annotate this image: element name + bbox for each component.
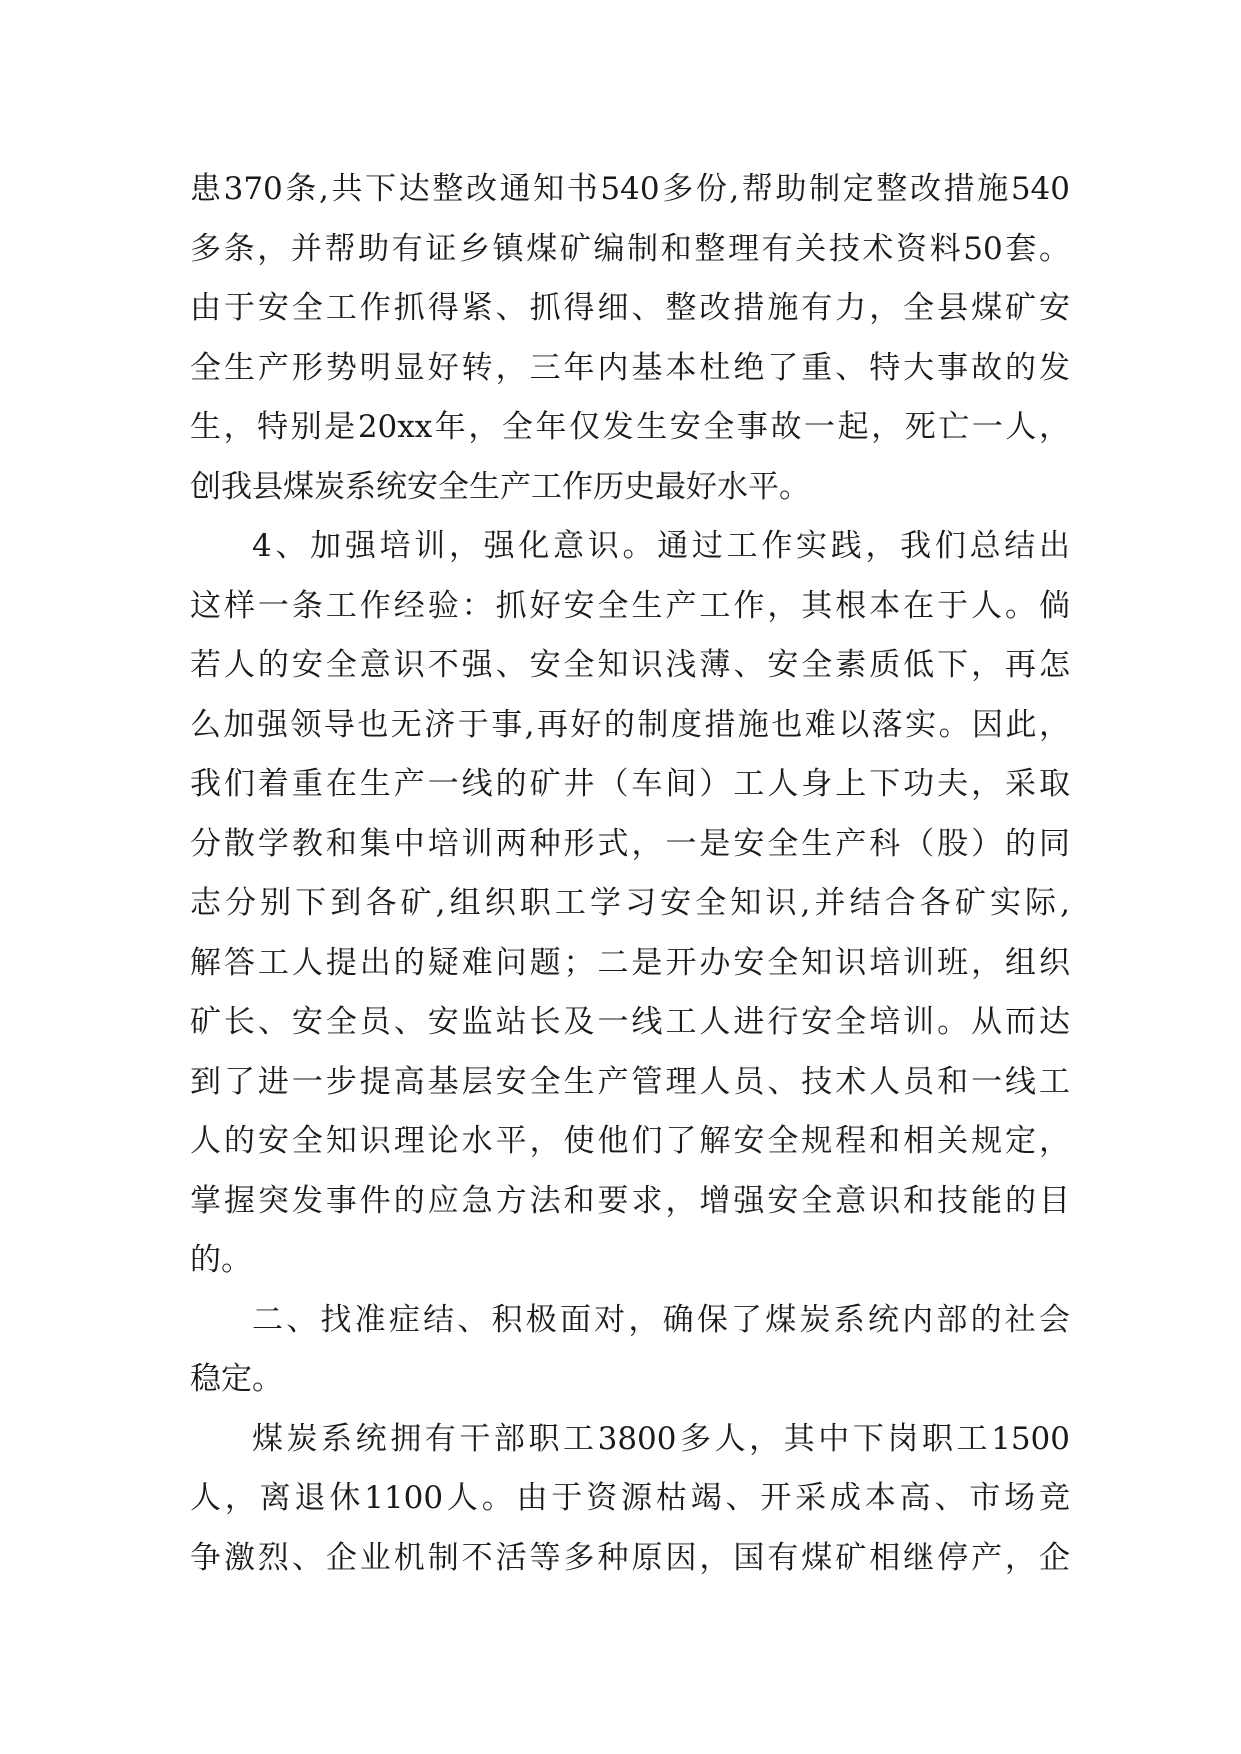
text-line: 患370条,共下达整改通知书540多份,帮助制定整改措施540 <box>190 171 1070 207</box>
text-line: 人，离退休1100人。由于资源枯竭、开采成本高、市场竞 <box>190 1480 1070 1516</box>
text-line: 由于安全工作抓得紧、抓得细、整改措施有力，全县煤矿安 <box>190 290 1070 326</box>
text-line: 的。 <box>190 1242 252 1278</box>
text-line: 我们着重在生产一线的矿井（车间）工人身上下功夫，采取 <box>190 766 1070 802</box>
text-line: 稳定。 <box>190 1361 283 1397</box>
text-line: 志分别下到各矿,组织职工学习安全知识,并结合各矿实际, <box>190 885 1070 921</box>
text-line: 分散学教和集中培训两种形式，一是安全生产科（股）的同 <box>190 825 1070 862</box>
text-line: 创我县煤炭系统安全生产工作历史最好水平。 <box>190 468 810 505</box>
text-line: 矿长、安全员、安监站长及一线工人进行安全培训。从而达 <box>190 1004 1070 1040</box>
text-line: 多条，并帮助有证乡镇煤矿编制和整理有关技术资料50套。 <box>190 230 1070 267</box>
text-line: 到了进一步提高基层安全生产管理人员、技术人员和一线工 <box>190 1063 1070 1100</box>
text-line: 若人的安全意识不强、安全知识浅薄、安全素质低下，再怎 <box>190 647 1070 683</box>
text-line: 争激烈、企业机制不活等多种原因，国有煤矿相继停产，企 <box>190 1539 1070 1576</box>
text-line: 生，特别是20xx年，全年仅发生安全事故一起，死亡一人， <box>190 409 1070 445</box>
text-line: 么加强领导也无济于事,再好的制度措施也难以落实。因此， <box>190 706 1070 743</box>
text-line: 人的安全知识理论水平，使他们了解安全规程和相关规定， <box>190 1123 1070 1159</box>
text-line: 煤炭系统拥有干部职工3800多人，其中下岗职工1500 <box>252 1420 1070 1457</box>
text-line: 全生产形势明显好转，三年内基本杜绝了重、特大事故的发 <box>190 349 1070 386</box>
document-body <box>190 160 1070 1588</box>
text-line: 二、找准症结、积极面对，确保了煤炭系统内部的社会 <box>252 1301 1070 1338</box>
text-line: 4、加强培训，强化意识。通过工作实践，我们总结出 <box>252 528 1070 564</box>
text-line: 这样一条工作经验：抓好安全生产工作，其根本在于人。倘 <box>190 587 1070 624</box>
text-line: 掌握突发事件的应急方法和要求，增强安全意识和技能的目 <box>190 1182 1070 1219</box>
text-line: 解答工人提出的疑难问题；二是开办安全知识培训班，组织 <box>190 944 1070 981</box>
